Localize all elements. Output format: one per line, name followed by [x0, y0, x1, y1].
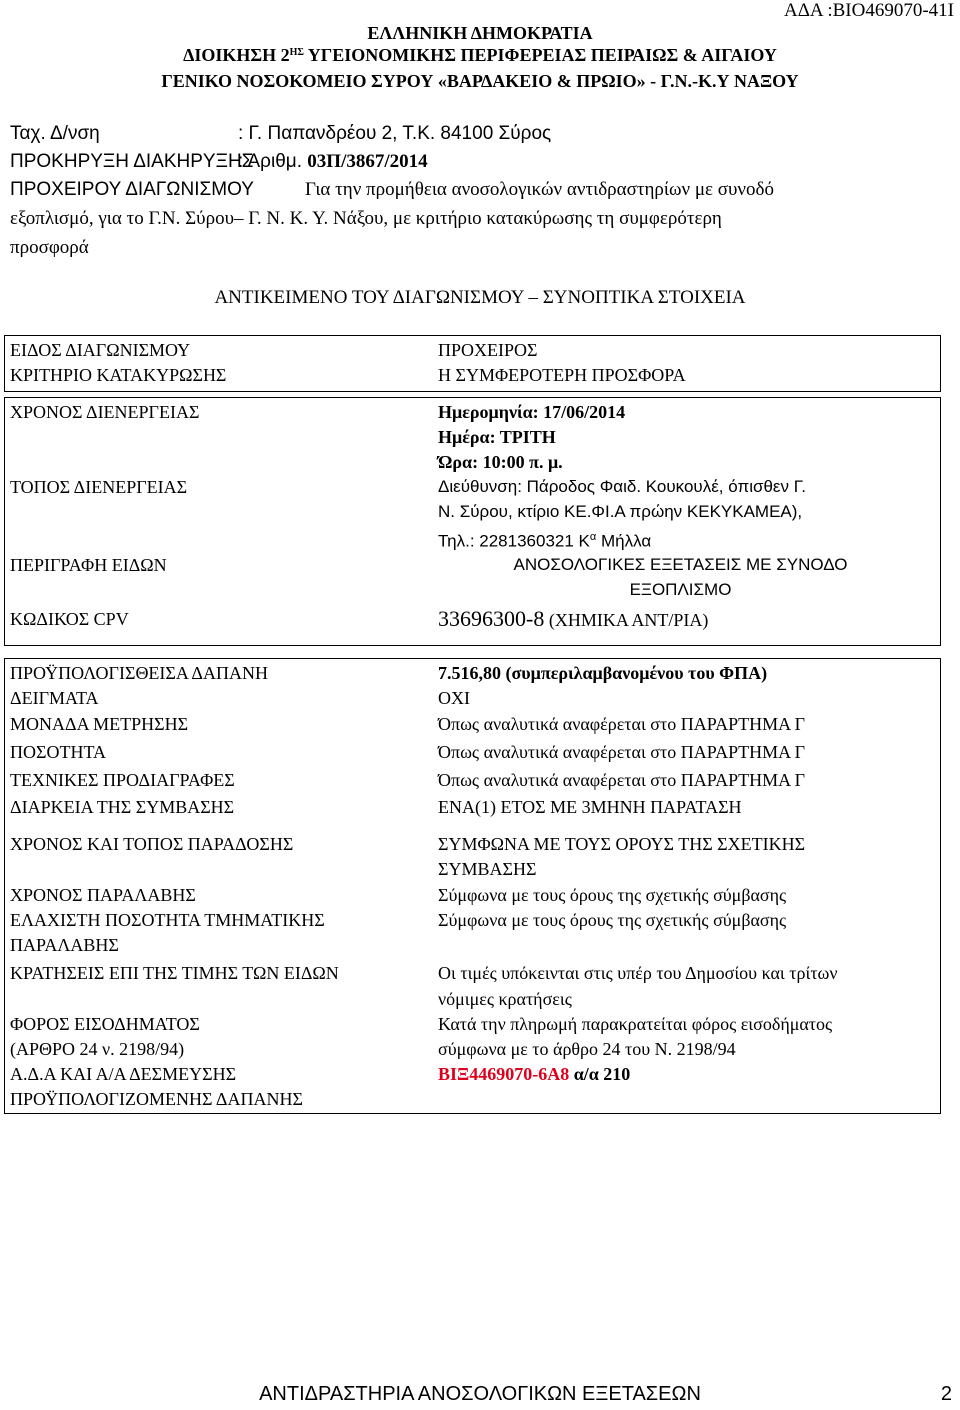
proclamation-label: ΠΡΟΚΗΡΥΞΗ ΔΙΑΚΗΡΥΞΗΣ [10, 151, 254, 172]
tax-value-1: Κατά την πληρωμή παρακρατείται φόρος εισοδήματος [438, 1014, 833, 1034]
duration-value: ΕΝΑ(1) ΕΤΟΣ ΜΕ 3ΜΗΝΗ ΠΑΡΑΤΑΣΗ [438, 797, 742, 817]
procedure-place-line2: Ν. Σύρου, κτίριο ΚΕ.ΦΙ.Α πρώην ΚΕΚΥΚΑΜΕΑ), [438, 502, 803, 521]
items-description-line2: ΕΞΟΠΛΙΣΜΟ [629, 580, 732, 599]
procedure-date: Ημερομηνία: 17/06/2014 [438, 402, 626, 422]
receipt-label: ΧΡΟΝΟΣ ΠΑΡΑΛΑΒΗΣ [10, 885, 196, 905]
address-value: : Γ. Παπανδρέου 2, Τ.Κ. 84100 Σύρος [238, 123, 552, 144]
tender-label: ΠΡΟΧΕΙΡΟΥ ΔΙΑΓΩΝΙΣΜΟΥ [10, 179, 254, 200]
duration-label: ΔΙΑΡΚΕΙΑ ΤΗΣ ΣΥΜΒΑΣΗΣ [10, 797, 235, 817]
specs-value: Όπως αναλυτικά αναφέρεται στο ΠΑΡΑΡΤΗΜΑ Γ [438, 770, 806, 790]
tender-text: Για την προμήθεια ανοσολογικών αντιδραστηρίων με συνοδό [305, 179, 774, 200]
delivery-value-line1: ΣΥΜΦΩΝΑ ΜΕ ΤΟΥΣ ΟΡΟΥΣ ΤΗΣ ΣΧΕΤΙΚΗΣ [438, 834, 806, 854]
commitment-label-1: Α.Δ.Α ΚΑΙ Α/Α ΔΕΣΜΕΥΣΗΣ [10, 1064, 237, 1084]
min-quantity-label-2: ΠΑΡΑΛΑΒΗΣ [10, 935, 119, 955]
procedure-phone-sup: α [589, 531, 597, 543]
header-country: ΕΛΛΗΝΙΚΗ ΔΗΜΟΚΡΑΤΙΑ [367, 23, 593, 43]
retentions-label: ΚΡΑΤΗΣΕΙΣ ΕΠΙ ΤΗΣ ΤΙΜΗΣ ΤΩΝ ΕΙΔΩΝ [10, 963, 339, 983]
items-description-line1: ΑΝΟΣΟΛΟΓΙΚΕΣ ΕΞΕΤΑΣΕΙΣ ΜΕ ΣΥΝΟΔΟ [513, 555, 848, 574]
header-administration-sup: ΗΣ [289, 47, 304, 58]
procedure-time-label: ΧΡΟΝΟΣ ΔΙΕΝΕΡΓΕΙΑΣ [10, 402, 200, 422]
procedure-phone-b: Μήλλα [596, 531, 652, 551]
tax-value-2: σύμφωνα με το άρθρο 24 του Ν. 2198/94 [438, 1039, 736, 1059]
procedure-day: Ημέρα: ΤΡΙΤΗ [438, 427, 556, 447]
samples-label: ΔΕΙΓΜΑΤΑ [10, 688, 99, 708]
proclamation-value [238, 148, 428, 176]
procedure-phone-a: Τηλ.: 2281360321 Κ [438, 531, 590, 551]
tender-line-1 [10, 176, 254, 204]
cpv-label: ΚΩΔΙΚΟΣ CPV [10, 609, 129, 629]
page-number: 2 [940, 1383, 952, 1405]
procedure-place-label: ΤΟΠΟΣ ΔΙΕΝΕΡΓΕΙΑΣ [10, 477, 188, 497]
commitment-value [438, 1062, 630, 1086]
min-quantity-label-1: ΕΛΑΧΙΣΤΗ ΠΟΣΟΤΗΤΑ ΤΜΗΜΑΤΙΚΗΣ [10, 910, 325, 930]
quantity-label: ΠΟΣΟΤΗΤΑ [10, 742, 107, 762]
award-criterion-label: ΚΡΙΤΗΡΙΟ ΚΑΤΑΚΥΡΩΣΗΣ [10, 365, 227, 385]
unit-value: Όπως αναλυτικά αναφέρεται στο ΠΑΡΑΡΤΗΜΑ Γ [438, 714, 806, 734]
specs-label: ΤΕΧΝΙΚΕΣ ΠΡΟΔΙΑΓΡΑΦΕΣ [10, 770, 235, 790]
delivery-value-line2: ΣΥΜΒΑΣΗΣ [438, 859, 537, 879]
header-administration [0, 44, 960, 66]
cpv-description: (ΧΗΜΙΚΑ ΑΝΤ/ΡΙΑ) [544, 610, 709, 630]
header-administration-b: ΥΓΕΙΟΝΟΜΙΚΗΣ ΠΕΡΙΦΕΡΕΙΑΣ ΠΕΙΡΑΙΩΣ & ΑΙΓΑΙΟΥ [303, 45, 777, 65]
procedure-phone [438, 525, 651, 554]
procedure-hour: Ώρα: 10:00 π. μ. [438, 452, 563, 472]
address-label: Ταχ. Δ/νση [10, 123, 100, 144]
items-description-label: ΠΕΡΙΓΡΑΦΗ ΕΙΔΩΝ [10, 555, 167, 575]
header-hospital: ΓΕΝΙΚΟ ΝΟΣΟΚΟΜΕΙΟ ΣΥΡΟΥ «ΒΑΡΔΑΚΕΙΟ & ΠΡΩΙΟ» - Γ.Ν.-Κ.Υ ΝΑΞΟΥ [161, 71, 799, 91]
tender-line-2: εξοπλισμό, για το Γ.Ν. Σύρου– Γ. Ν. Κ. Υ. Νάξου, με κριτήριο κατακύρωσης τη συμφερότερη [10, 208, 722, 229]
proclamation-number: 03Π/3867/2014 [307, 151, 428, 172]
section-title: ΑΝΤΙΚΕΙΜΕΝΟ ΤΟΥ ΔΙΑΓΩΝΙΣΜΟΥ – ΣΥΝΟΠΤΙΚΑ ΣΤΟΙΧΕΙΑ [214, 287, 746, 308]
unit-label: ΜΟΝΑΔΑ ΜΕΤΡΗΣΗΣ [10, 714, 189, 734]
proclamation-prefix: : Αριθμ. [238, 151, 308, 172]
retentions-value-2: νόμιμες κρατήσεις [438, 989, 572, 1009]
commitment-number: α/α 210 [569, 1064, 631, 1084]
tender-type-value: ΠΡΟΧΕΙΡΟΣ [438, 340, 538, 360]
receipt-value: Σύμφωνα με τους όρους της σχετικής σύμβασης [438, 885, 787, 905]
tax-label-1: ΦΟΡΟΣ ΕΙΣΟΔΗΜΑΤΟΣ [10, 1014, 200, 1034]
retentions-value-1: Οι τιμές υπόκεινται στις υπέρ του Δημοσίου και τρίτων [438, 963, 838, 983]
delivery-label: ΧΡΟΝΟΣ ΚΑΙ ΤΟΠΟΣ ΠΑΡΑΔΟΣΗΣ [10, 834, 294, 854]
header-administration-a: ΔΙΟΙΚΗΣΗ 2 [183, 45, 290, 65]
budget-label: ΠΡΟΫΠΟΛΟΓΙΣΘΕΙΣΑ ΔΑΠΑΝΗ [10, 663, 268, 683]
quantity-value: Όπως αναλυτικά αναφέρεται στο ΠΑΡΑΡΤΗΜΑ Γ [438, 742, 806, 762]
tender-line-3: προσφορά [10, 237, 89, 258]
tender-type-label: ΕΙΔΟΣ ΔΙΑΓΩΝΙΣΜΟΥ [10, 340, 191, 360]
footer-title: ΑΝΤΙΔΡΑΣΤΗΡΙΑ ΑΝΟΣΟΛΟΓΙΚΩΝ ΕΞΕΤΑΣΕΩΝ [259, 1383, 701, 1405]
award-criterion-value: Η ΣΥΜΦΕΡΟΤΕΡΗ ΠΡΟΣΦΟΡΑ [438, 365, 686, 385]
commitment-ada-code: ΒΙΞ4469070-6Α8 [438, 1064, 570, 1084]
ada-code: ΑΔΑ :ΒΙΟ469070-41Ι [783, 0, 954, 21]
tax-label-2: (ΑΡΘΡΟ 24 ν. 2198/94) [10, 1039, 185, 1059]
commitment-label-2: ΠΡΟΫΠΟΛΟΓΙΖΟΜΕΝΗΣ ΔΑΠΑΝΗΣ [10, 1089, 303, 1109]
min-quantity-value: Σύμφωνα με τους όρους της σχετικής σύμβασης [438, 910, 787, 930]
cpv-value [438, 607, 708, 632]
cpv-code: 33696300-8 [438, 606, 545, 631]
procedure-place-line1: Διεύθυνση: Πάροδος Φαιδ. Κουκουλέ, όπισθεν Γ. [438, 477, 806, 496]
budget-value: 7.516,80 (συμπεριλαμβανομένου του ΦΠΑ) [438, 663, 768, 683]
samples-value: ΟΧΙ [438, 688, 470, 708]
